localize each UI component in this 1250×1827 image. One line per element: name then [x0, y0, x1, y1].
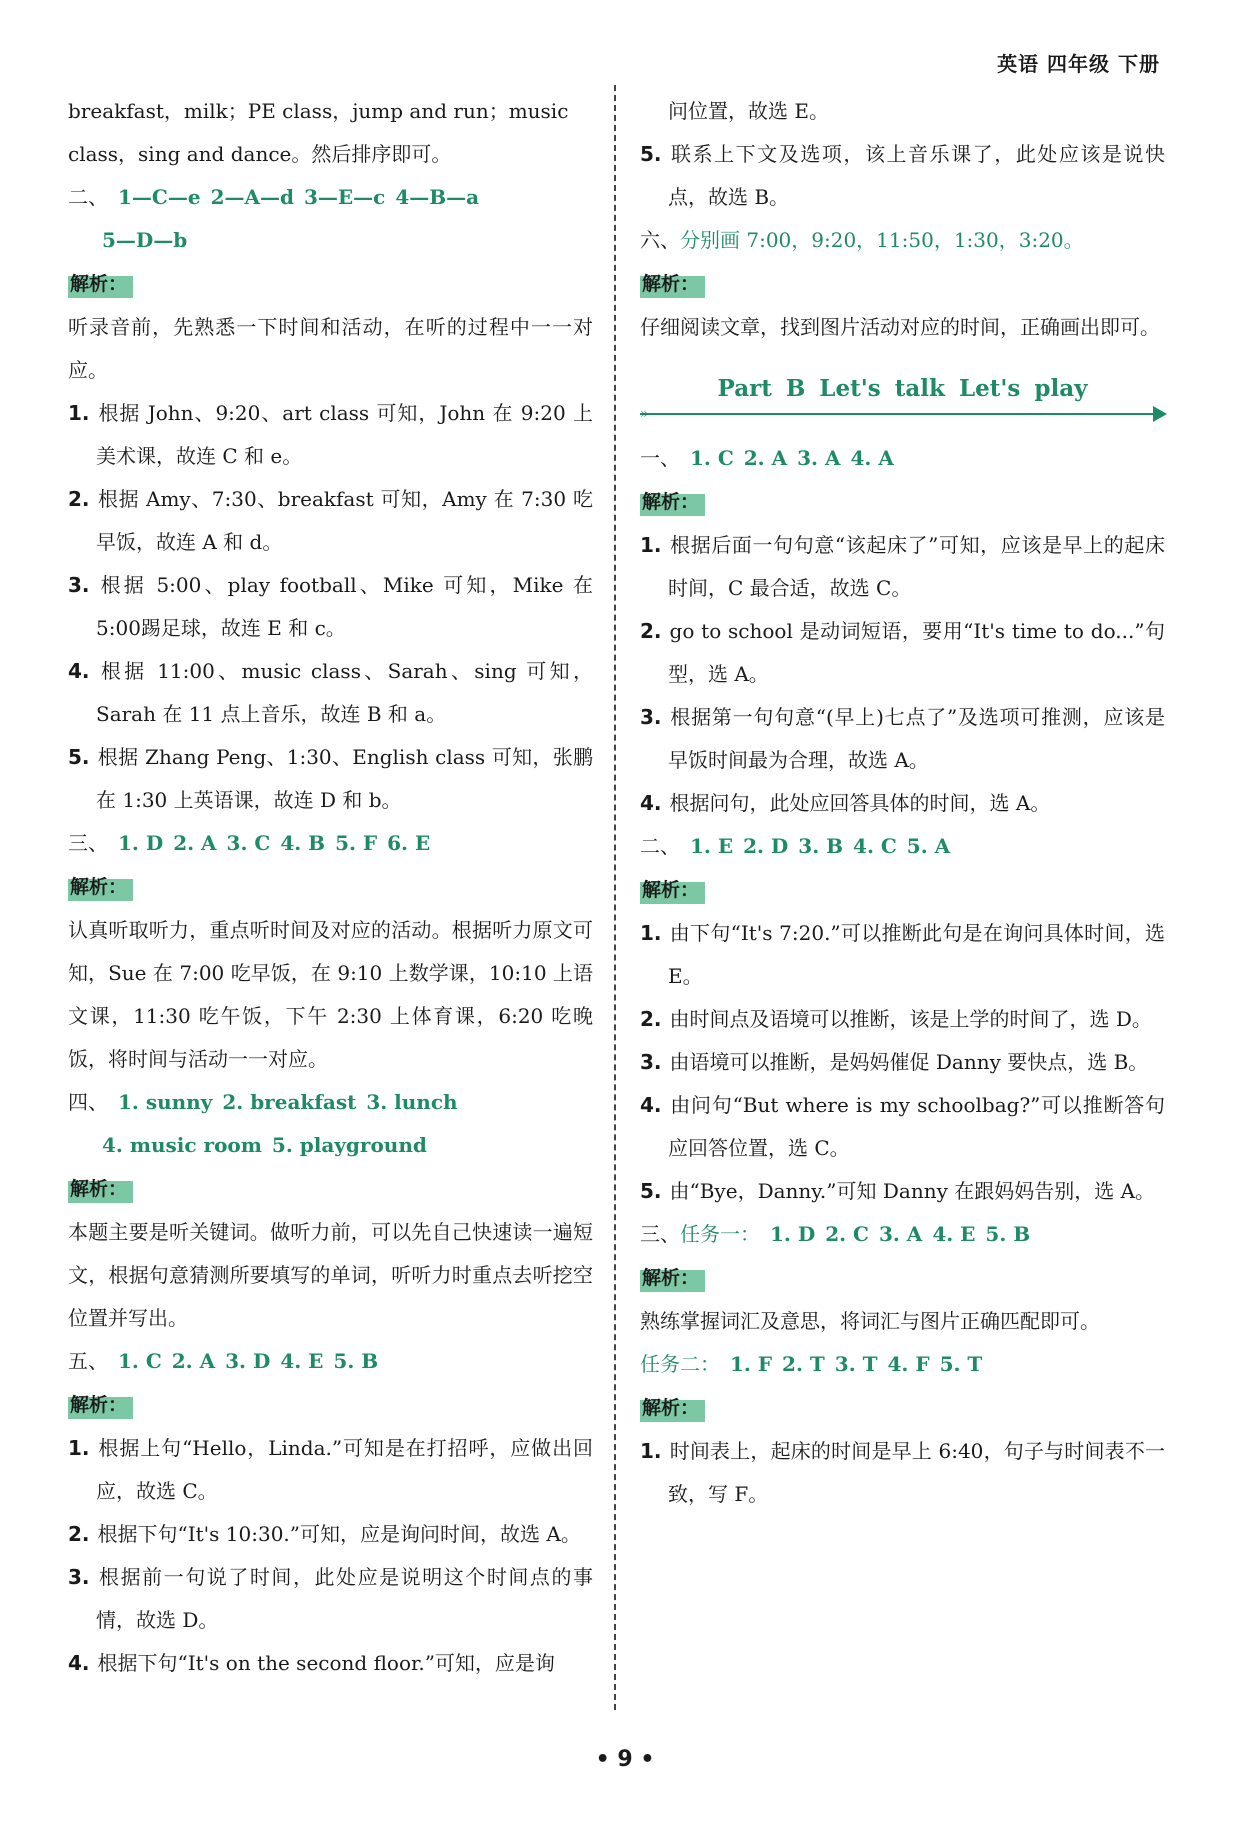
page-header: 英语 四年级 下册 — [997, 52, 1160, 76]
analysis-text: 熟练掌握词汇及意思，将词汇与图片正确匹配即可。 — [640, 1309, 1100, 1333]
analysis-badge: 解析： — [640, 1258, 705, 1298]
analysis-item: 4. 根据下句“It's on the second floor.”可知，应是询 — [68, 1651, 555, 1675]
left-column — [68, 90, 593, 1685]
analysis-item: 3. 根据 5:00、play football、Mike 可知，Mike 在 5:00踢足球，故连 E 和 c。 — [68, 573, 593, 640]
analysis-item: 1. 根据后面一句句意“该起床了”可知，应该是早上的起床时间，C 最合适，故选 C。 — [640, 533, 1165, 600]
analysis-item: 5. 由“Bye，Danny.”可知 Danny 在跟妈妈告别，选 A。 — [640, 1179, 1156, 1203]
analysis-item: 2. 由时间点及语境可以推断，该是上学的时间了，选 D。 — [640, 1007, 1152, 1031]
analysis-item: 2. 根据 Amy、7:30、breakfast 可知，Amy 在 7:30 吃早饭，故连 A 和 d。 — [68, 487, 593, 554]
section-4-answers-cont: 4. music room 5. playground — [102, 1133, 427, 1157]
analysis-badge: 解析： — [68, 264, 133, 304]
continued-line: 问位置，故选 E。 — [668, 99, 829, 123]
analysis-item: 1. 由下句“It's 7:20.”可以推断此句是在询问具体时间，选 E。 — [640, 921, 1165, 988]
section-6-answers: 六、分别画 7:00，9:20，11:50，1:30，3:20。 — [640, 228, 1084, 252]
analysis-item: 2. 根据下句“It's 10:30.”可知，应是询问时间，故选 A。 — [68, 1522, 581, 1546]
analysis-item: 3. 根据第一句句意“(早上)七点了”及选项可推测，应该是早饭时间最为合理，故选 A。 — [640, 705, 1165, 772]
arrow-tail-icon: » — [640, 406, 649, 422]
section-5-answers: 五、 1. C 2. A 3. D 4. E 5. B — [68, 1349, 379, 1373]
page-number: • 9 • — [595, 1747, 655, 1772]
right-column — [640, 90, 1165, 1516]
part-heading — [640, 369, 1165, 422]
analysis-item: 4. 由问句“But where is my schoolbag?”可以推断答句应回答位置，选 C。 — [640, 1093, 1165, 1160]
intro-line: class，sing and dance。然后排序即可。 — [68, 142, 452, 166]
part-rule — [640, 413, 1165, 415]
part-b-1-answers: 一、 1. C 2. A 3. A 4. A — [640, 446, 894, 470]
analysis-item: 1. 根据 John、9:20、art class 可知，John 在 9:20 上美术课，故连 C 和 e。 — [68, 401, 593, 468]
analysis-badge: 解析： — [68, 867, 133, 907]
arrow-head-icon — [1153, 406, 1167, 422]
analysis-item: 3. 根据前一句说了时间，此处应是说明这个时间点的事情，故选 D。 — [68, 1565, 593, 1632]
analysis-item: 4. 根据问句，此处应回答具体的时间，选 A。 — [640, 791, 1051, 815]
analysis-item: 5. 联系上下文及选项，该上音乐课了，此处应该是说快点，故选 B。 — [640, 142, 1165, 209]
part-b-3-task1-answers: 三、任务一： 1. D 2. C 3. A 4. E 5. B — [640, 1222, 1031, 1246]
analysis-badge: 解析： — [640, 264, 705, 304]
part-b-2-answers: 二、 1. E 2. D 3. B 4. C 5. A — [640, 834, 951, 858]
column-divider — [614, 85, 616, 1710]
analysis-item: 2. go to school 是动词短语，要用“It's time to do...”句型，选 A。 — [640, 619, 1165, 686]
analysis-text: 听录音前，先熟悉一下时间和活动，在听的过程中一一对应。 — [68, 315, 593, 382]
analysis-item: 3. 由语境可以推断，是妈妈催促 Danny 要快点，选 B。 — [640, 1050, 1149, 1074]
part-title: Part B Let's talk Let's play — [717, 375, 1088, 402]
section-4-answers: 四、 1. sunny 2. breakfast 3. lunch — [68, 1090, 458, 1114]
analysis-badge: 解析： — [640, 1388, 705, 1428]
analysis-badge: 解析： — [68, 1385, 133, 1425]
section-3-answers: 三、 1. D 2. A 3. C 4. B 5. F 6. E — [68, 831, 431, 855]
analysis-item: 1. 时间表上，起床的时间是早上 6:40，句子与时间表不一致，写 F。 — [640, 1439, 1165, 1506]
part-b-3-task2-answers: 任务二： 1. F 2. T 3. T 4. F 5. T — [640, 1352, 983, 1376]
analysis-item: 1. 根据上句“Hello，Linda.”可知是在打招呼，应做出回应，故选 C。 — [68, 1436, 593, 1503]
section-2-answers-cont: 5—D—b — [102, 228, 188, 252]
intro-line: breakfast，milk；PE class，jump and run；music — [68, 99, 569, 123]
analysis-item: 5. 根据 Zhang Peng、1:30、English class 可知，张鹏在 1:30 上英语课，故连 D 和 b。 — [68, 745, 593, 812]
section-2-answers: 二、 1—C—e 2—A—d 3—E—c 4—B—a — [68, 185, 480, 209]
analysis-text: 本题主要是听关键词。做听力前，可以先自己快速读一遍短文，根据句意猜测所要填写的单词，听听力时重点去听挖空位置并写出。 — [68, 1220, 593, 1330]
analysis-badge: 解析： — [640, 870, 705, 910]
analysis-item: 4. 根据 11:00、music class、Sarah、sing 可知，Sarah 在 11 点上音乐，故连 B 和 a。 — [68, 659, 593, 726]
analysis-text: 仔细阅读文章，找到图片活动对应的时间，正确画出即可。 — [640, 315, 1160, 339]
analysis-badge: 解析： — [68, 1169, 133, 1209]
analysis-badge: 解析： — [640, 482, 705, 522]
analysis-text: 认真听取听力，重点听时间及对应的活动。根据听力原文可知，Sue 在 7:00 吃早饭，在 9:10 上数学课，10:10 上语文课，11:30 吃午饭，下午 2:30 上体育课，6:20 吃晚饭，将时间与活动一一对应。 — [68, 918, 593, 1071]
